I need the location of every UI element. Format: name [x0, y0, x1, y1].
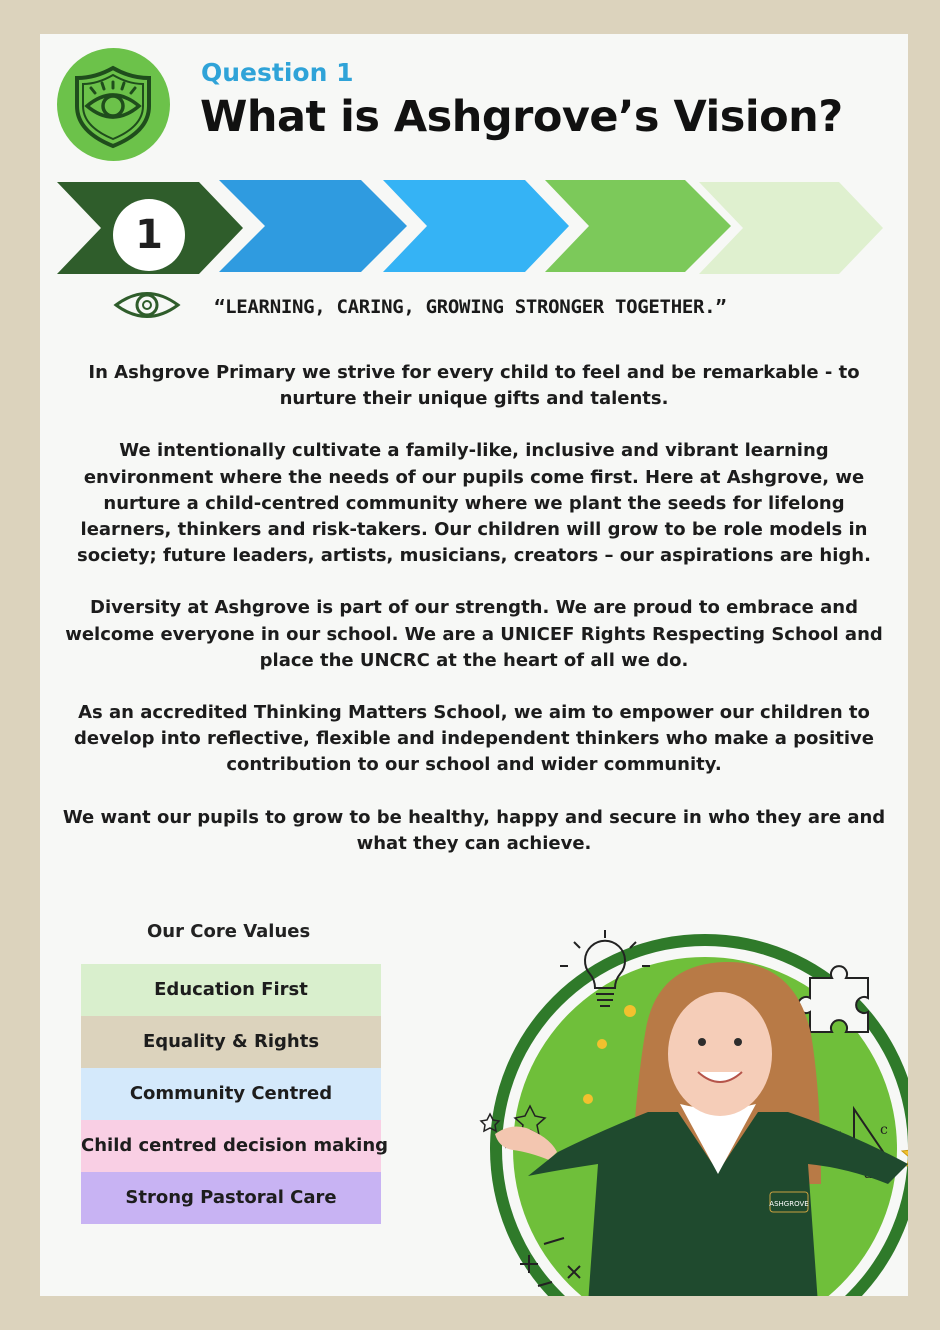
core-value: Equality & Rights [81, 1016, 381, 1068]
paragraph: As an accredited Thinking Matters School, we aim to empower our children to develop into reflective, flexible and independent thinkers who make a positive contribution to our school and wider community. [74, 702, 874, 776]
step-chevron-3 [383, 180, 569, 272]
school-badge-text: ASHGROVE [769, 1200, 809, 1208]
motto: “LEARNING, CARING, GROWING STRONGER TOGETHER.” [214, 296, 727, 318]
pupil-photo [440, 924, 908, 1296]
shield-eye-icon [57, 48, 170, 161]
core-value: Strong Pastoral Care [81, 1172, 381, 1224]
step-chevron-2 [219, 180, 407, 272]
eye-icon [112, 284, 182, 326]
core-values-title: Our Core Values [147, 921, 311, 942]
question-label: Question 1 [201, 58, 354, 87]
vision-text [62, 360, 886, 883]
page-title: What is Ashgrove’s Vision? [200, 92, 843, 142]
core-value: Education First [81, 964, 381, 1016]
triangle-label: c [880, 1122, 888, 1138]
core-value: Child centred decision making [81, 1120, 381, 1172]
paragraph: Diversity at Ashgrove is part of our strength. We are proud to embrace and welcome everyone in our school. We are a UNICEF Rights Respecting School and place the UNCRC at the heart of all we do. [65, 597, 883, 671]
step-number: 1 [113, 199, 185, 271]
step-chevron-4 [545, 180, 731, 272]
paragraph: We intentionally cultivate a family-like, inclusive and vibrant learning environment where the needs of our pupils come first. Here at Ashgrove, we nurture a child-centred community where we plant the seeds for lifelong learners, thinkers and risk-takers. Our children will grow to be role models in society; future leaders, artists, musicians, creators – our aspirations are high. [77, 440, 871, 567]
paragraph: In Ashgrove Primary we strive for every child to feel and be remarkable - to nurture their unique gifts and talents. [88, 362, 860, 410]
document-page [40, 34, 908, 1296]
core-value: Community Centred [81, 1068, 381, 1120]
paragraph: We want our pupils to grow to be healthy, happy and secure in who they are and what they can achieve. [62, 806, 886, 854]
core-values-list [81, 964, 389, 1224]
